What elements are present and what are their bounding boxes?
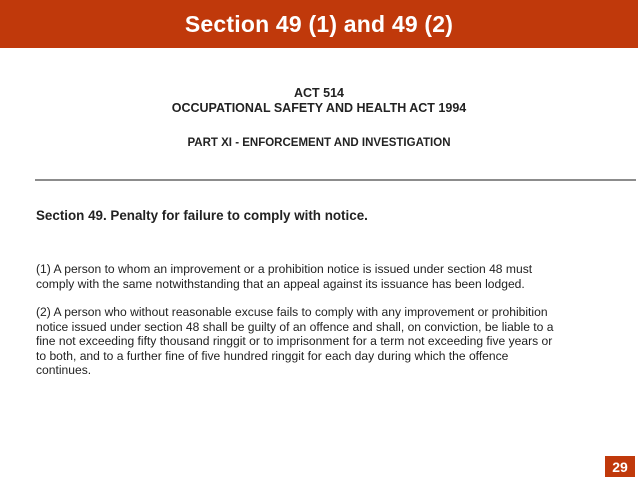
paragraph-line: (1) A person to whom an improvement or a prohibition notice is issued under section 48 must (36, 262, 533, 276)
part-title: PART XI - ENFORCEMENT AND INVESTIGATION (187, 137, 451, 149)
slide-title-bar (0, 0, 638, 48)
act-name: OCCUPATIONAL SAFETY AND HEALTH ACT 1994 (171, 101, 467, 115)
act-number: ACT 514 (293, 86, 345, 100)
section-heading: Section 49. Penalty for failure to comply with notice. (36, 208, 368, 223)
page-number-badge: 29 (605, 456, 635, 477)
paragraph-line: to both, and to a further fine of five hundred ringgit for each day during which the offence (36, 348, 509, 363)
paragraph-line: fine not exceeding fifty thousand ringgit or to imprisonment for a term not exceeding five years or (36, 334, 553, 348)
paragraph-2 (36, 305, 626, 378)
slide-title: Section 49 (1) and 49 (2) (184, 10, 454, 37)
paragraph-1 (36, 262, 626, 291)
horizontal-divider (35, 179, 636, 181)
paragraph-line: continues. (36, 363, 92, 377)
paragraph-line: notice issued under section 48 shall be guilty of an offence and shall, on conviction, be liable to a (36, 319, 554, 334)
paragraph-line: (2) A person who without reasonable excuse fails to comply with any improvement or prohibition (36, 305, 548, 319)
paragraph-line: comply with the same notwithstanding that an appeal against its issuance has been lodged. (36, 276, 525, 291)
